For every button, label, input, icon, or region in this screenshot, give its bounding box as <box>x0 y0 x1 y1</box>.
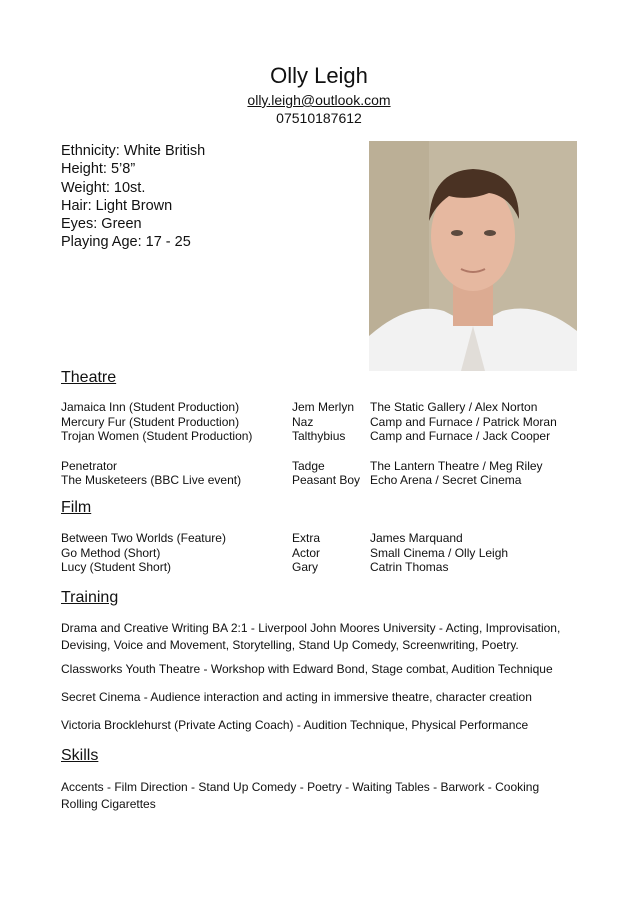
production-title: Between Two Worlds (Feature) <box>61 531 226 545</box>
detail-playing-age: Playing Age: 17 - 25 <box>61 234 191 251</box>
role-name: Extra <box>292 531 321 545</box>
theatre-heading: Theatre <box>61 369 117 386</box>
training-item: Secret Cinema - Audience interaction and acting in immersive theatre, character creation <box>61 690 532 704</box>
training-item: Classworks Youth Theatre - Workshop with Edward Bond, Stage combat, Audition Technique <box>61 662 553 676</box>
company-director: Small Cinema / Olly Leigh <box>370 545 509 560</box>
skills-text: Accents - Film Direction - Stand Up Comedy - Poetry - Waiting Tables - Barwork - Cooking Rolling Cigarettes <box>61 780 540 811</box>
name-heading: Olly Leigh <box>270 63 368 88</box>
detail-weight: Weight: 10st. <box>61 179 146 196</box>
production-title: Mercury Fur (Student Production) <box>61 414 240 429</box>
personal-details <box>61 142 205 252</box>
skills-heading: Skills <box>61 747 99 764</box>
production-title: Jamaica Inn (Student Production) <box>61 400 240 414</box>
role-name: Actor <box>292 545 321 560</box>
production-title: Lucy (Student Short) <box>61 560 172 575</box>
film-heading: Film <box>61 499 92 516</box>
company-director: Camp and Furnace / Patrick Moran <box>370 414 557 429</box>
company-director: Catrin Thomas <box>370 560 449 575</box>
detail-height: Height: 5’8” <box>61 161 136 178</box>
production-title: Trojan Women (Student Production) <box>61 429 253 444</box>
role-name: Gary <box>292 560 319 575</box>
role-name: Jem Merlyn <box>292 400 355 414</box>
role-name: Tadge <box>292 458 325 473</box>
company-director: Camp and Furnace / Jack Cooper <box>370 429 551 444</box>
production-title: Penetrator <box>61 458 118 473</box>
detail-ethnicity: Ethnicity: White British <box>61 143 206 159</box>
role-name: Peasant Boy <box>292 473 361 488</box>
production-title: Go Method (Short) <box>61 545 161 560</box>
company-director: James Marquand <box>370 531 463 545</box>
production-title: The Musketeers (BBC Live event) <box>61 473 242 488</box>
headshot-photo <box>369 141 577 371</box>
detail-eyes: Eyes: Green <box>61 216 142 233</box>
phone-number: 07510187612 <box>276 110 362 126</box>
role-name: Naz <box>292 414 314 429</box>
company-director: The Lantern Theatre / Meg Riley <box>370 458 543 473</box>
training-item: Victoria Brocklehurst (Private Acting Coach) - Audition Technique, Physical Performance <box>61 718 529 732</box>
detail-hair: Hair: Light Brown <box>61 197 173 214</box>
training-heading: Training <box>61 589 119 606</box>
company-director: The Static Gallery / Alex Norton <box>370 400 538 414</box>
role-name: Talthybius <box>292 429 346 444</box>
email-link[interactable]: olly.leigh@outlook.com <box>247 92 391 108</box>
company-director: Echo Arena / Secret Cinema <box>370 473 522 488</box>
training-item: Drama and Creative Writing BA 2:1 - Liverpool John Moores University - Acting, Improvisation, Devising, Voice and Movement, Storytelling, Stand Up Comedy, Screenwriting, Poetry. <box>61 621 561 652</box>
